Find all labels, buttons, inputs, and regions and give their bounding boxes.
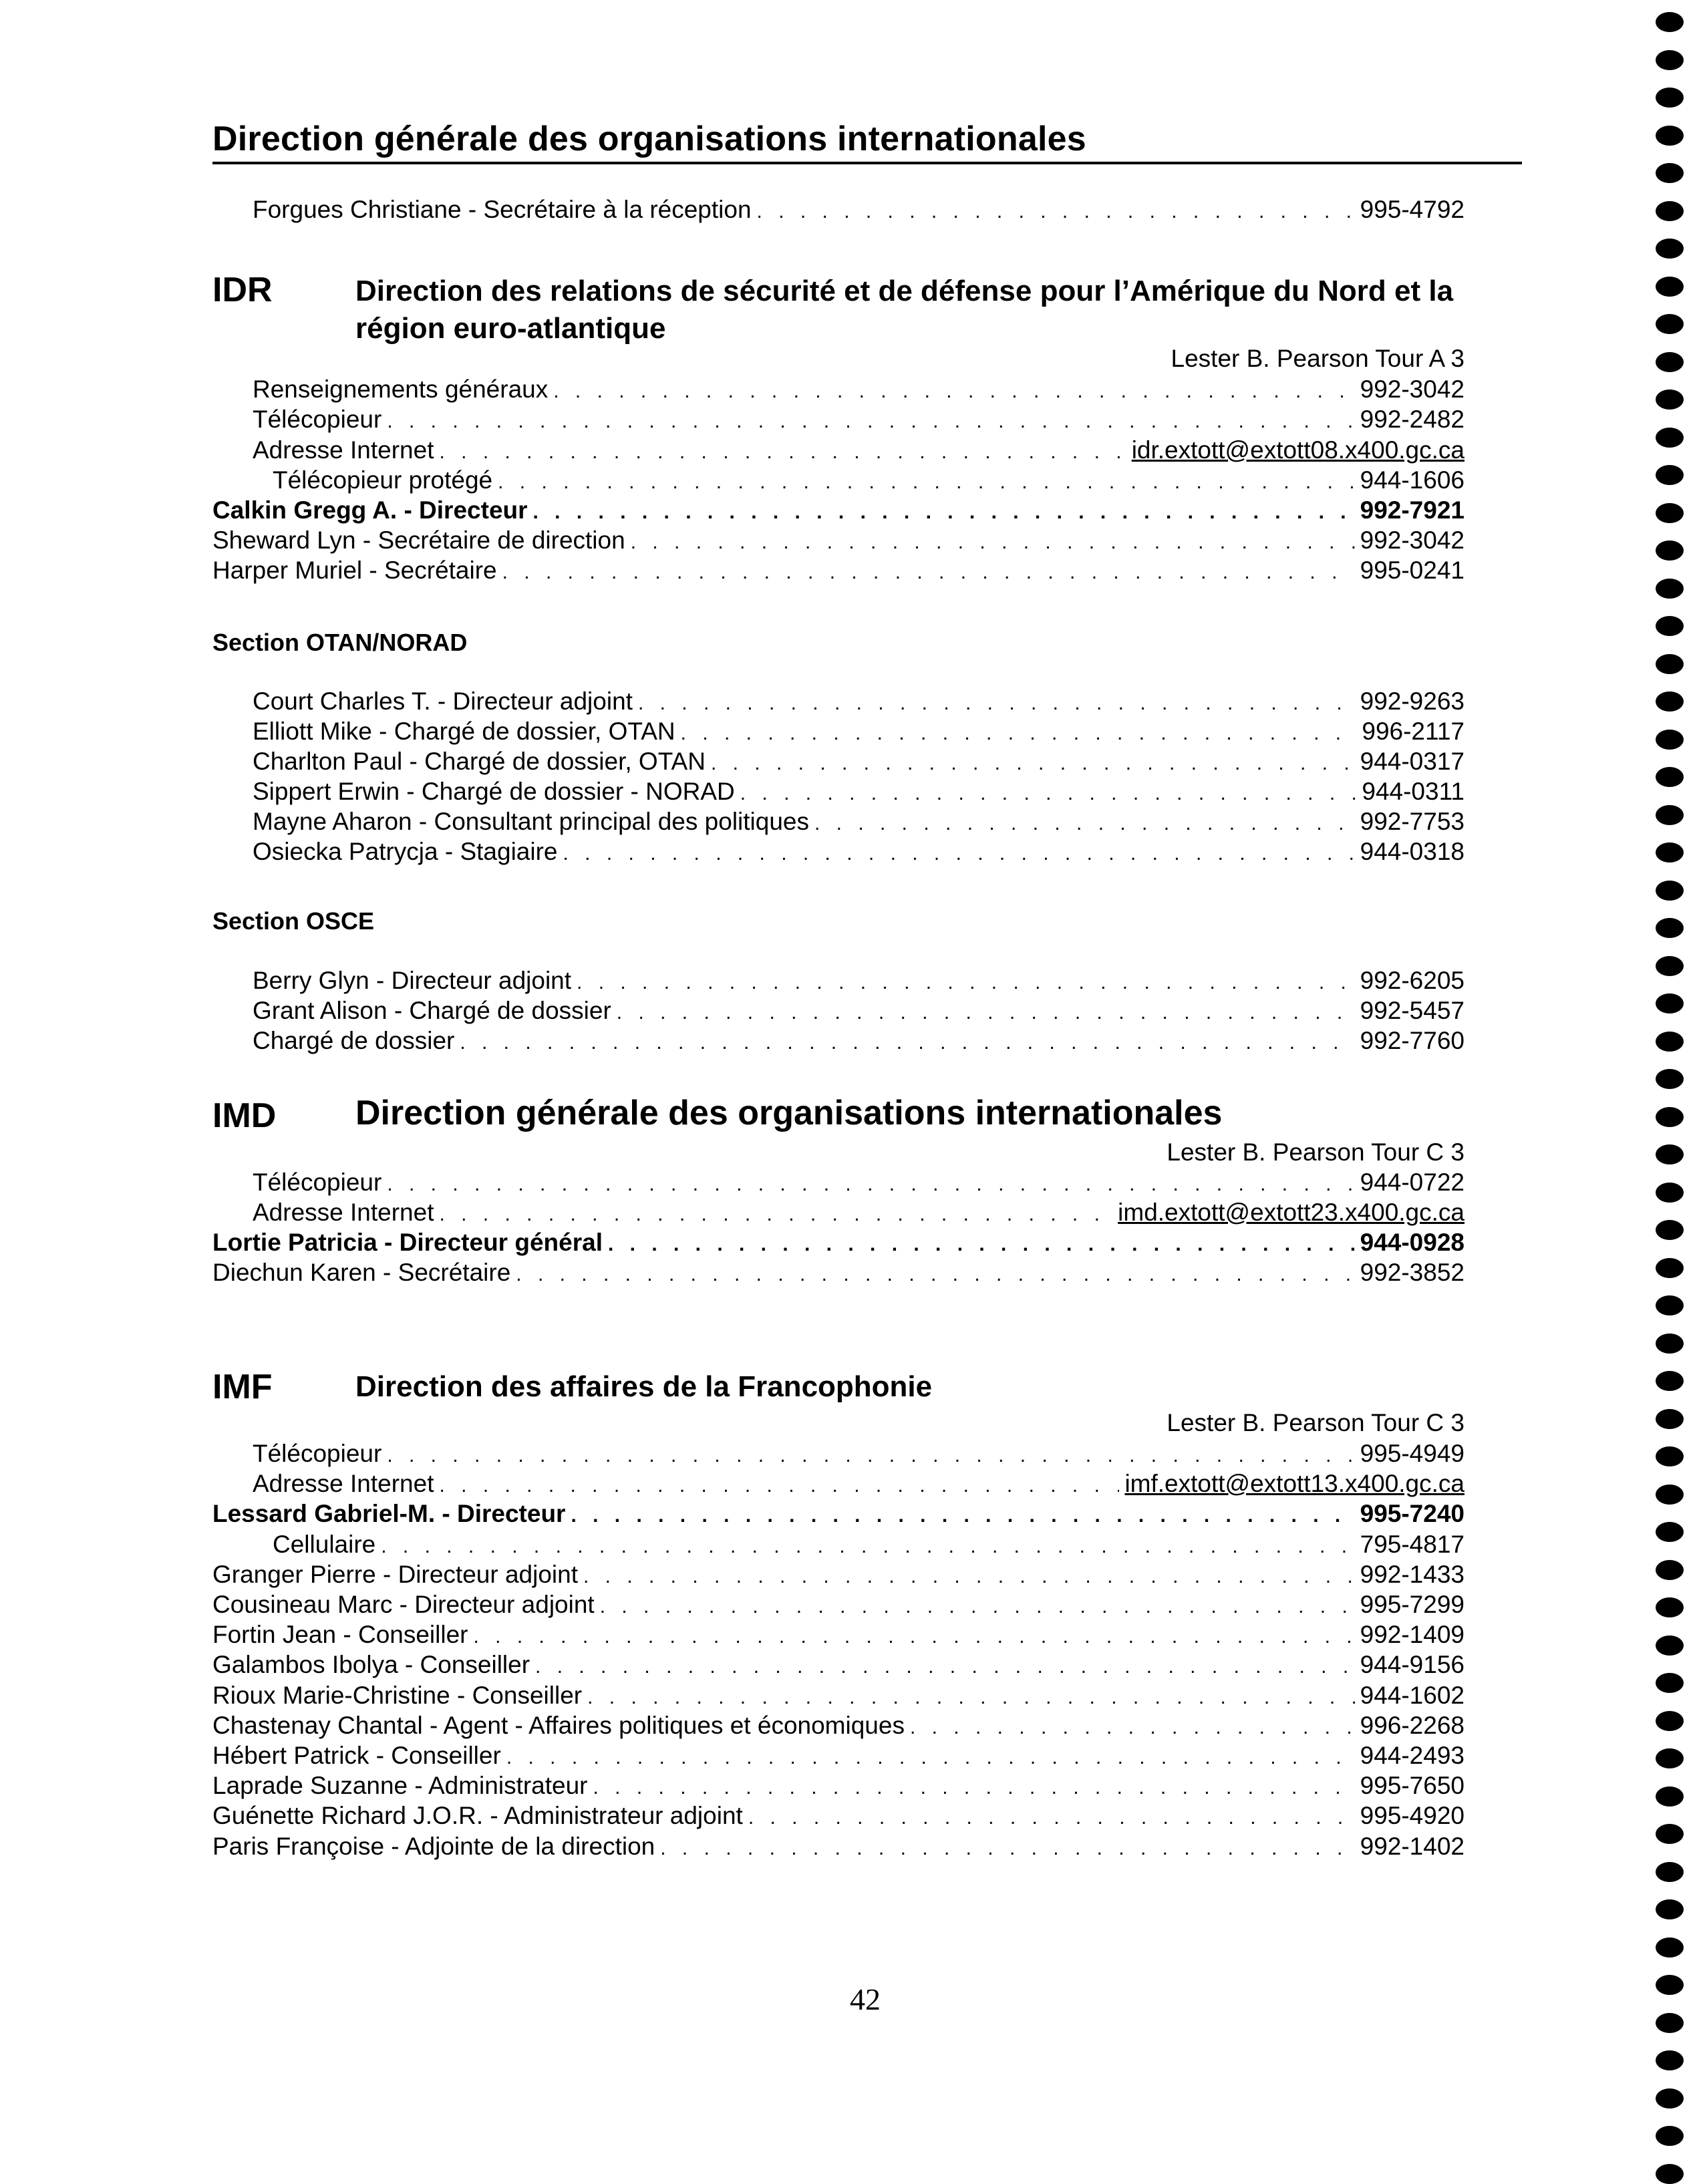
list-item (212, 1741, 1465, 1770)
entry-phone: 944-0722 (1360, 1168, 1465, 1196)
entry-phone: 992-1409 (1360, 1621, 1465, 1649)
entry-name: Court Charles T. - Directeur adjoint (253, 687, 633, 715)
entry-phone: 944-9156 (1360, 1651, 1465, 1679)
entry-phone: 944-0317 (1360, 748, 1465, 775)
binder-hole (1656, 881, 1684, 901)
binder-hole (1656, 1107, 1684, 1127)
entry-phone: 992-7921 (1360, 496, 1465, 524)
entry-name: Télécopieur (253, 1168, 382, 1196)
entry-phone: 996-2268 (1360, 1711, 1465, 1739)
binder-hole (1656, 1597, 1684, 1617)
leader-dots (608, 1230, 1355, 1259)
binder-hole (1656, 1069, 1684, 1089)
entry-name: Adresse Internet (253, 436, 434, 464)
list-item (253, 966, 1465, 995)
entry-phone: 995-4792 (1360, 196, 1465, 223)
list-item (212, 1620, 1465, 1650)
binder-hole (1656, 1144, 1684, 1164)
list-item (253, 837, 1465, 867)
binder-hole (1656, 842, 1684, 863)
division-title-imd: Direction générale des organisations internationales (355, 1094, 1223, 1132)
binder-hole (1656, 12, 1684, 32)
leader-dots (748, 1803, 1355, 1833)
binder-hole (1656, 201, 1684, 221)
binder-hole (1656, 1220, 1684, 1240)
binder-hole (1656, 1032, 1684, 1052)
entry-phone: 995-7650 (1360, 1772, 1465, 1800)
entry-phone: 944-0928 (1360, 1229, 1465, 1256)
leader-dots (740, 779, 1357, 808)
binder-hole (1656, 2013, 1684, 2033)
leader-dots (910, 1713, 1355, 1742)
entry-name: Charlton Paul - Chargé de dossier, OTAN (253, 748, 706, 775)
page-number: 42 (850, 1982, 881, 2016)
binder-hole (1656, 691, 1684, 712)
entry-name: Guénette Richard J.O.R. - Administrateur adjoint (212, 1802, 743, 1830)
list-item (212, 1832, 1465, 1861)
binder-hole (1656, 1295, 1684, 1315)
entry-phone: 995-7299 (1360, 1591, 1465, 1618)
binder-hole (1656, 993, 1684, 1013)
list-item (212, 1681, 1465, 1710)
binder-hole (1656, 352, 1684, 372)
email-link[interactable]: idr.extott@extott08.x400.gc.ca (1131, 436, 1465, 464)
binder-hole (1656, 1522, 1684, 1542)
leader-dots (387, 1441, 1354, 1470)
binder-hole (1656, 239, 1684, 259)
list-item (212, 526, 1465, 555)
binder-hole (1656, 2088, 1684, 2109)
entry-name: Renseignements généraux (253, 375, 549, 403)
entry-name: Harper Muriel - Secrétaire (212, 557, 497, 584)
leader-dots (516, 1260, 1354, 1289)
entry-name: Fortin Jean - Conseiller (212, 1621, 468, 1649)
list-item (253, 1026, 1465, 1056)
division-code-idr: IDR (212, 271, 273, 309)
list-item (253, 996, 1465, 1026)
binder-hole (1656, 616, 1684, 636)
leader-dots (498, 468, 1355, 497)
binder-hole (1656, 428, 1684, 448)
list-item (273, 1530, 1465, 1559)
binder-hole (1656, 956, 1684, 976)
binder-hole (1656, 389, 1684, 410)
binder-hole (1656, 540, 1684, 561)
entry-name: Sippert Erwin - Chargé de dossier - NORAD (253, 778, 735, 805)
list-item (212, 1258, 1465, 1287)
entry-phone: 992-6205 (1360, 967, 1465, 994)
entry-phone: 992-3042 (1360, 375, 1465, 403)
leader-dots (381, 1532, 1354, 1561)
leader-dots (617, 998, 1355, 1028)
entry-phone: 992-9263 (1360, 687, 1465, 715)
leader-dots (757, 197, 1355, 226)
section-title-otan-norad: Section OTAN/NORAD (212, 629, 468, 656)
page-header-title: Direction générale des organisations internationales (212, 120, 1086, 158)
binder-hole (1656, 918, 1684, 938)
list-item (253, 1198, 1465, 1227)
binder-hole (1656, 1560, 1684, 1580)
leader-dots (638, 689, 1355, 718)
list-item (212, 1650, 1465, 1680)
list-item (212, 1499, 1465, 1529)
binder-hole (1656, 2050, 1684, 2070)
leader-dots (439, 438, 1126, 467)
list-item (253, 405, 1465, 434)
entry-phone: 995-4949 (1360, 1440, 1465, 1467)
binder-hole (1656, 1673, 1684, 1693)
list-item (212, 1711, 1465, 1740)
entry-phone: 944-1602 (1360, 1681, 1465, 1709)
entry-phone: 992-5457 (1360, 997, 1465, 1024)
entry-name: Cellulaire (273, 1530, 376, 1558)
entry-name: Cousineau Marc - Directeur adjoint (212, 1591, 595, 1618)
entry-phone: 992-2482 (1360, 406, 1465, 433)
binder-hole (1656, 767, 1684, 787)
leader-dots (583, 1562, 1355, 1591)
entry-name: Forgues Christiane - Secrétaire à la réception (253, 196, 752, 223)
entry-phone: 944-2493 (1360, 1742, 1465, 1769)
entry-phone: 995-0241 (1360, 557, 1465, 584)
binder-hole (1656, 163, 1684, 183)
list-item (212, 496, 1465, 525)
list-item (212, 1801, 1465, 1831)
entry-name: Laprade Suzanne - Administrateur (212, 1772, 588, 1800)
binder-hole (1656, 1862, 1684, 1882)
binder-hole (1656, 1183, 1684, 1203)
binder-hole (1656, 1485, 1684, 1505)
division-location-imf: Lester B. Pearson Tour C 3 (1167, 1409, 1465, 1436)
list-item (212, 1771, 1465, 1801)
entry-name: Chastenay Chantal - Agent - Affaires politiques et économiques (212, 1711, 905, 1739)
binder-hole (1656, 1711, 1684, 1731)
entry-phone: 996-2117 (1362, 718, 1465, 745)
entry-phone: 992-7760 (1360, 1027, 1465, 1054)
list-item (253, 1168, 1465, 1197)
binder-hole (1656, 88, 1684, 108)
binder-hole (1656, 1975, 1684, 1995)
binder-hole (1656, 1446, 1684, 1466)
list-item (253, 747, 1465, 776)
entry-name: Télécopieur (253, 406, 382, 433)
binder-hole (1656, 1748, 1684, 1768)
email-link[interactable]: imf.extott@extott13.x400.gc.ca (1124, 1470, 1465, 1498)
list-item (253, 436, 1465, 465)
binder-hole (1656, 654, 1684, 674)
leader-dots (593, 1773, 1355, 1803)
entry-phone: 795-4817 (1360, 1530, 1465, 1558)
section-title-osce: Section OSCE (212, 907, 375, 935)
leader-dots (571, 1501, 1354, 1531)
binder-hole (1656, 1786, 1684, 1807)
list-item (253, 717, 1465, 746)
entry-phone: 995-7240 (1360, 1500, 1465, 1528)
division-title-idr: Direction des relations de sécurité et de défense pour l’Amérique du Nord et la région euro-atlantique (355, 275, 1454, 345)
leader-dots (587, 1683, 1355, 1712)
division-location-imd: Lester B. Pearson Tour C 3 (1167, 1138, 1465, 1166)
email-link[interactable]: imd.extott@extott23.x400.gc.ca (1118, 1199, 1465, 1226)
binder-hole (1656, 1824, 1684, 1844)
list-item (253, 375, 1465, 404)
leader-dots (387, 1170, 1354, 1199)
leader-dots (814, 809, 1355, 838)
entry-name: Télécopieur (253, 1440, 382, 1467)
list-item (253, 777, 1465, 806)
entry-name: Lessard Gabriel-M. - Directeur (212, 1500, 566, 1528)
leader-dots (502, 558, 1355, 587)
entry-phone: 992-7753 (1360, 808, 1465, 835)
leader-dots (439, 1471, 1119, 1501)
binder-hole (1656, 277, 1684, 297)
list-item (253, 1469, 1465, 1499)
entry-phone: 992-3042 (1360, 526, 1465, 554)
binder-hole (1656, 1371, 1684, 1391)
entry-name: Sheward Lyn - Secrétaire de direction (212, 526, 625, 554)
entry-name: Osiecka Patrycja - Stagiaire (253, 838, 558, 865)
binder-hole (1656, 503, 1684, 523)
entry-phone: 944-0318 (1360, 838, 1465, 865)
binder-hole (1656, 805, 1684, 825)
list-item (212, 1560, 1465, 1589)
binder-holes (1650, 0, 1690, 2183)
binder-hole (1656, 579, 1684, 599)
binder-hole (1656, 2126, 1684, 2146)
binder-hole (1656, 314, 1684, 334)
list-item (253, 1439, 1465, 1468)
entry-name: Adresse Internet (253, 1199, 434, 1226)
entry-name: Calkin Gregg A. - Directeur (212, 496, 528, 524)
entry-name: Lortie Patricia - Directeur général (212, 1229, 603, 1256)
leader-dots (506, 1743, 1355, 1772)
leader-dots (473, 1622, 1354, 1652)
leader-dots (681, 719, 1357, 748)
entry-name: Chargé de dossier (253, 1027, 455, 1054)
leader-dots (631, 528, 1355, 557)
entry-name: Grant Alison - Chargé de dossier (253, 997, 611, 1024)
entry-name: Granger Pierre - Directeur adjoint (212, 1560, 578, 1588)
leader-dots (553, 377, 1354, 406)
entry-name: Galambos Ibolya - Conseiller (212, 1651, 530, 1679)
binder-hole (1656, 126, 1684, 146)
list-item (212, 556, 1465, 585)
binder-hole (1656, 1409, 1684, 1429)
entry-phone: 944-0311 (1362, 778, 1465, 805)
binder-hole (1656, 730, 1684, 750)
entry-phone: 992-1402 (1360, 1832, 1465, 1860)
leader-dots (711, 749, 1355, 778)
leader-dots (439, 1200, 1112, 1229)
entry-name: Mayne Aharon - Consultant principal des politiques (253, 808, 809, 835)
leader-dots (600, 1592, 1355, 1621)
header-rule (212, 162, 1522, 164)
division-code-imd: IMD (212, 1096, 277, 1135)
binder-hole (1656, 1258, 1684, 1278)
list-item (253, 807, 1465, 836)
list-item (212, 1590, 1465, 1619)
binder-hole (1656, 1635, 1684, 1656)
entry-phone: 992-3852 (1360, 1259, 1465, 1286)
division-code-imf: IMF (212, 1368, 273, 1406)
list-item (273, 466, 1465, 495)
entry-name: Hébert Patrick - Conseiller (212, 1742, 501, 1769)
division-location-idr: Lester B. Pearson Tour A 3 (1171, 345, 1465, 372)
leader-dots (577, 968, 1355, 997)
entry-phone: 992-1433 (1360, 1560, 1465, 1588)
list-item (253, 195, 1465, 224)
entry-name: Diechun Karen - Secrétaire (212, 1259, 511, 1286)
entry-phone: 995-4920 (1360, 1802, 1465, 1830)
entry-name: Adresse Internet (253, 1470, 434, 1498)
leader-dots (533, 498, 1355, 527)
binder-hole (1656, 1937, 1684, 1958)
division-title-imf: Direction des affaires de la Francophonie (355, 1370, 933, 1403)
binder-hole (1656, 2164, 1684, 2184)
binder-hole (1656, 50, 1684, 70)
entry-name: Télécopieur protégé (273, 466, 493, 494)
entry-name: Berry Glyn - Directeur adjoint (253, 967, 572, 994)
list-item (253, 687, 1465, 716)
leader-dots (535, 1652, 1355, 1682)
binder-hole (1656, 1899, 1684, 1919)
leader-dots (387, 407, 1354, 436)
entry-name: Rioux Marie-Christine - Conseiller (212, 1681, 583, 1709)
binder-hole (1656, 465, 1684, 485)
leader-dots (660, 1834, 1354, 1863)
binder-hole (1656, 1334, 1684, 1354)
leader-dots (563, 839, 1355, 869)
entry-name: Paris Françoise - Adjointe de la direction (212, 1832, 655, 1860)
list-item (212, 1228, 1465, 1257)
leader-dots (460, 1028, 1354, 1058)
entry-phone: 944-1606 (1360, 466, 1465, 494)
entry-name: Elliott Mike - Chargé de dossier, OTAN (253, 718, 675, 745)
